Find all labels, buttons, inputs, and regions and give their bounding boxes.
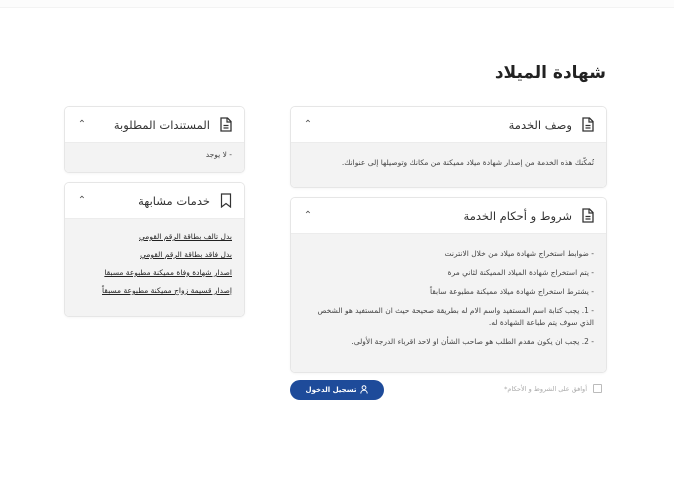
similar-services-body [65, 219, 244, 317]
terms-header[interactable] [291, 198, 606, 234]
terms-card [290, 197, 607, 373]
terms-item: - 2. يجب ان يكون مقدم الطلب هو صاحب الشأن او لاحد اقرباء الدرجة الأولى. [351, 337, 594, 346]
similar-service-link[interactable]: إصدار قسيمة زواج مميكنة مطبوعة مسبقاً [102, 286, 232, 295]
document-icon [580, 207, 596, 225]
service-description-header[interactable] [291, 107, 606, 143]
agree-terms-checkbox[interactable] [504, 384, 602, 393]
login-button-label: تسجيل الدخول [305, 386, 357, 394]
similar-services-title: خدمات مشابهة [138, 193, 210, 208]
agree-terms-label: أوافق على الشروط و الأحكام* [504, 384, 587, 393]
service-description-text: تُمكّنك هذه الخدمة من إصدار شهادة ميلاد مميكنة من مكانك وتوصيلها إلى عنوانك. [341, 158, 594, 167]
similar-services-card [64, 182, 245, 317]
similar-service-link[interactable]: بدل فاقد بطاقة الرقم القومي [140, 250, 232, 259]
required-documents-body [65, 143, 244, 173]
service-description-title: وصف الخدمة [508, 117, 572, 132]
service-description-card [290, 106, 607, 188]
terms-item: - يتم استخراج شهادة الميلاد المميكنة لثاني مرة [447, 268, 594, 277]
chevron-up-icon[interactable]: ⌃ [303, 119, 313, 130]
bookmark-icon [218, 192, 234, 210]
service-description-body [291, 143, 606, 188]
terms-title: شروط و أحكام الخدمة [463, 208, 572, 223]
chevron-up-icon[interactable]: ⌃ [77, 119, 87, 130]
document-icon [218, 116, 234, 134]
terms-item: - 1. يجب كتابة اسم المستفيد واسم الام له بطريقة صحيحة حيث ان المستفيد هو الشخص الذي سوف يتم طباعة الشهادة له. [317, 306, 594, 327]
terms-body [291, 234, 606, 373]
checkbox[interactable] [593, 384, 602, 393]
top-bar [0, 0, 674, 8]
user-icon [360, 385, 368, 396]
chevron-up-icon[interactable]: ⌃ [77, 195, 87, 206]
similar-service-link[interactable]: اصدار شهادة وفاة مميكنة مطبوعة مسبقا [104, 268, 232, 277]
similar-service-link[interactable]: بدل تالف بطاقة الرقم القومي [139, 232, 232, 241]
page-title: شهادة الميلاد [494, 63, 606, 83]
login-button[interactable] [290, 380, 384, 400]
document-icon [580, 116, 596, 134]
similar-services-header[interactable] [65, 183, 244, 219]
required-documents-text: - لا يوجد [205, 150, 232, 159]
required-documents-card [64, 106, 245, 173]
required-documents-header[interactable] [65, 107, 244, 143]
terms-item: - ضوابط استخراج شهادة ميلاد من خلال الانترنت [444, 249, 594, 258]
terms-item: - يشترط استخراج شهادة ميلاد مميكنة مطبوعة سابقاً [429, 287, 594, 296]
chevron-up-icon[interactable]: ⌃ [303, 210, 313, 221]
required-documents-title: المستندات المطلوبة [113, 117, 210, 132]
